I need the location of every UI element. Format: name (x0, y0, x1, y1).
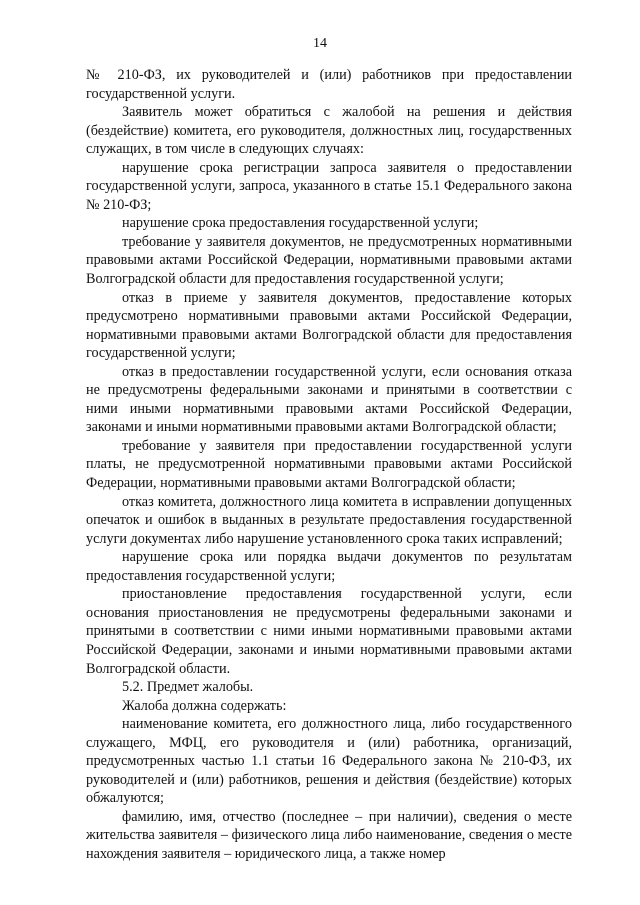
paragraph-item-name: наименование комитета, его должностного лица, либо государственного служащего, МФЦ, его руководителя и (или) работника, организаций, предусмотренных частью 1.1 статьи 16 Федерального закона № 210-ФЗ, их руководителей и (или) работников, решения и действия (бездействие) которых обжалуются; (86, 716, 572, 807)
paragraph-case-refusal-service: отказ в предоставлении государственной услуги, если основания отказа не предусмотрены федеральными законами и принятыми в соответствии с ними иными нормативными правовыми актами Российской Федерации, законами и иными нормативными правовыми актами Волгоградской области; (86, 363, 572, 436)
paragraph-case-issuance-violation: нарушение срока или порядка выдачи документов по результатам предоставления государственной услуги; (86, 549, 572, 584)
paragraph-case-extra-documents: требование у заявителя документов, не предусмотренных нормативными правовыми актами Российской Федерации, нормативными правовыми актами Волгоградской области для предоставления государственной услуги; (86, 233, 572, 288)
paragraph-case-suspension: приостановление предоставления государственной услуги, если основания приостановления не предусмотрены федеральными законами и принятыми в соответствии с ними иными нормативными правовыми актами Российской Федерации, законами и иными нормативными правовыми актами Волгоградской области. (86, 586, 572, 677)
section-heading-5-2: 5.2. Предмет жалобы. (122, 679, 254, 696)
paragraph-complaint-right: Заявитель может обратиться с жалобой на решения и действия (бездействие) комитета, его руководителя, должностных лиц, государственных служащих, в том числе в следующих случаях: (86, 104, 572, 158)
page-number: 14 (313, 36, 327, 51)
paragraph-continuation: № 210-ФЗ, их руководителей и (или) работников при предоставлении государственной услуги. (86, 67, 572, 102)
paragraph-case-fee-demand: требование у заявителя при предоставлении государственной услуги платы, не предусмотренной нормативными правовыми актами Российской Федерации, нормативными правовыми актами Волгоградской области; (86, 437, 572, 492)
paragraph-item-applicant-details: фамилию, имя, отчество (последнее – при наличии), сведения о месте жительства заявителя – физического лица либо наименование, сведения о месте нахождения заявителя – юридического лица, а также номер (86, 808, 572, 862)
paragraph-case-refusal-acceptance: отказ в приеме у заявителя документов, предоставление которых предусмотрено нормативными правовыми актами Российской Федерации, нормативными правовыми актами Волгоградской области для предоставления государственной услуги; (86, 289, 572, 362)
paragraph-case-corrections-refusal: отказ комитета, должностного лица комитета в исправлении допущенных опечаток и ошибок в выданных в результате предоставления государственной услуги документах либо нарушение установленного срока таких исправлений; (86, 493, 572, 547)
paragraph-complaint-contents: Жалоба должна содержать: (122, 697, 287, 714)
document-body (86, 66, 572, 864)
paragraph-case-service-deadline: нарушение срока предоставления государственной услуги; (122, 215, 479, 232)
paragraph-case-registration-deadline: нарушение срока регистрации запроса заявителя о предоставлении государственной услуги, запроса, указанного в статье 15.1 Федерального закона № 210-ФЗ; (86, 159, 572, 213)
